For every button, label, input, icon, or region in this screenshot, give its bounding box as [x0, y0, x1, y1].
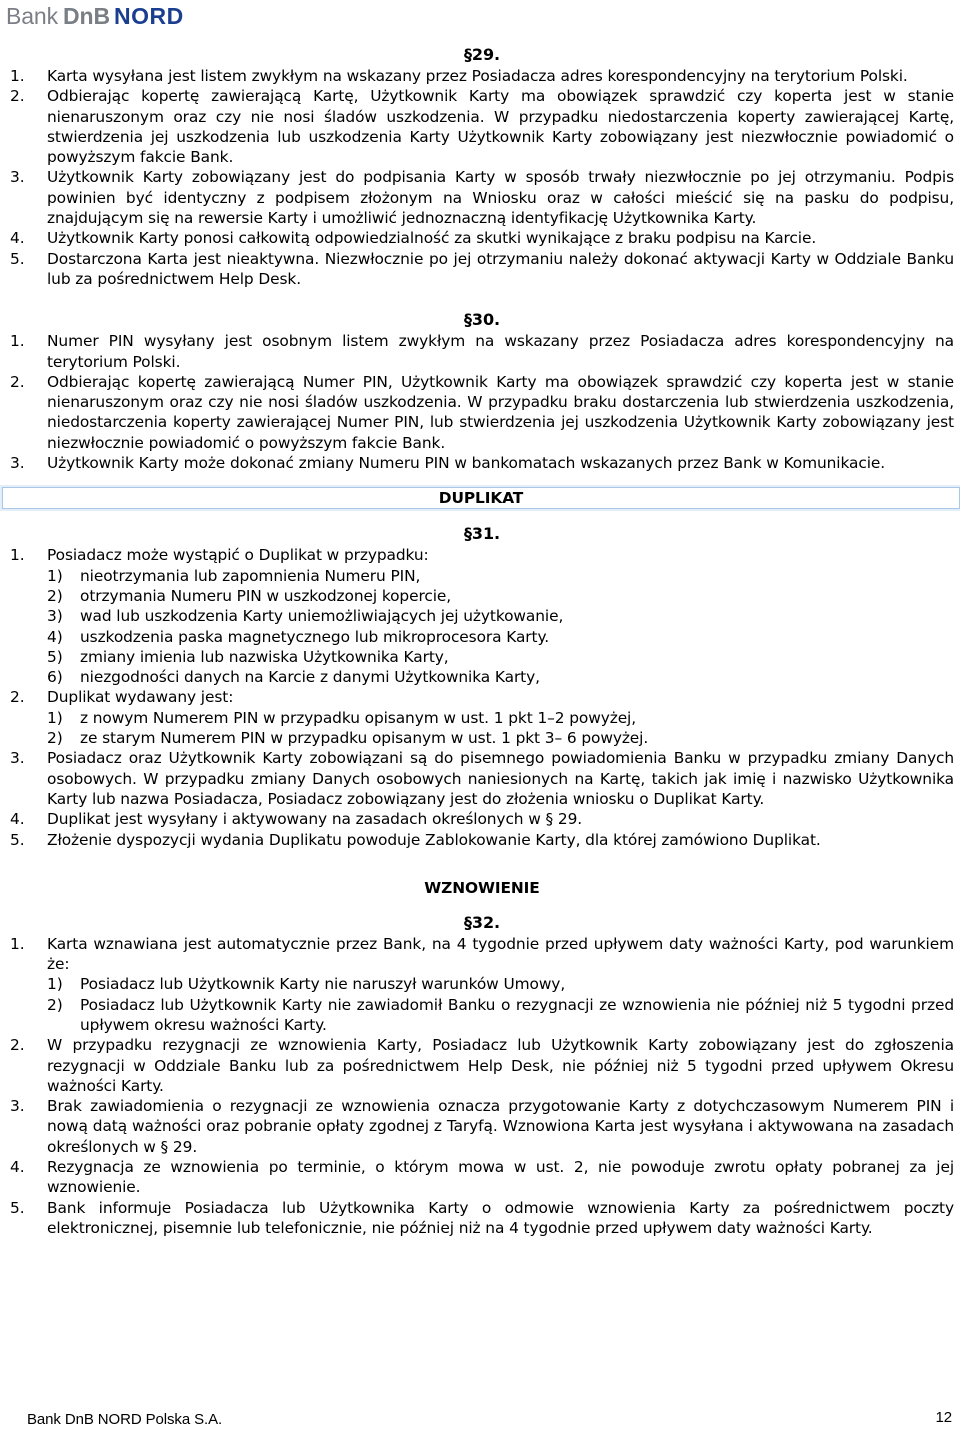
item-number: 4.	[10, 810, 25, 829]
sub-item-number: 1)	[47, 708, 63, 727]
sub-item	[47, 974, 954, 994]
sub-item-number: 2)	[47, 729, 63, 748]
item-text: Użytkownik Karty może dokonać zmiany Numeru PIN w bankomatach wskazanych przez Bank w Komunikacie.	[47, 454, 886, 473]
item-text: Dostarczona Karta jest nieaktywna. Niezwłocznie po jej otrzymaniu należy dokonać aktywacji Karty w Oddziale Banku lub za pośrednictwem Help Desk.	[47, 249, 954, 288]
item-text: Duplikat jest wysyłany i aktywowany na zasadach określonych w § 29.	[47, 810, 583, 829]
spacer	[10, 509, 954, 523]
item-number: 1.	[10, 934, 25, 953]
item-number: 4.	[10, 1158, 25, 1177]
sub-item-text: z nowym Numerem PIN w przypadku opisanym w ust. 1 pkt 1–2 powyżej,	[80, 708, 637, 727]
item-number: 2.	[10, 372, 25, 391]
sub-item-text: ze starym Numerem PIN w przypadku opisanym w ust. 1 pkt 3– 6 powyżej.	[80, 729, 649, 748]
sub-item-number: 6)	[47, 668, 63, 687]
sub-list	[10, 974, 954, 1035]
item-text: Brak zawiadomienia o rezygnacji ze wznowienia oznacza przygotowanie Karty z dotychczasowym Numerem PIN i nową datą ważności oraz pobranie opłaty zgodnej z Taryfą. Wznowiona Karta jest wysyłana i aktywowana na zasadach określonych w § 29.	[47, 1097, 954, 1156]
sub-item	[47, 606, 954, 626]
item-number: 4.	[10, 229, 25, 248]
bank-logo	[6, 3, 184, 29]
spacer	[10, 898, 954, 912]
list-item	[10, 249, 954, 290]
item-text: Odbierając kopertę zawierającą Kartę, Użytkownik Karty ma obowiązek sprawdzić czy koperta jest w stanie nienaruszonym oraz czy nie nosi śladów uszkodzenia. W przypadku niedostarczenia koperty zawierającej Kartę, stwierdzenia jej uszkodzenia lub uszkodzenia Karty Użytkownik Karty zobowiązany jest niezwłocznie powiadomić o powyższym fakcie Bank.	[47, 87, 954, 167]
item-number: 1.	[10, 546, 25, 565]
sub-item-text: zmiany imienia lub nazwiska Użytkownika Karty,	[80, 647, 449, 666]
sub-item	[47, 667, 954, 687]
section-31-title: §31.	[464, 524, 500, 544]
item-text: Karta wznawiana jest automatycznie przez Bank, na 4 tygodnie przed upływem daty ważności Karty, pod warunkiem że:	[47, 934, 954, 974]
sub-list	[10, 566, 954, 688]
list-item	[10, 748, 954, 809]
list-item	[10, 687, 954, 707]
list-item	[10, 1198, 954, 1239]
list-item	[10, 331, 954, 372]
item-text: Duplikat wydawany jest:	[47, 688, 234, 707]
sub-item-text: nieotrzymania lub zapomnienia Numeru PIN,	[80, 566, 421, 585]
sub-item-text: niezgodności danych na Karcie z danymi Użytkownika Karty,	[80, 668, 540, 687]
sub-item-text: uszkodzenia paska magnetycznego lub mikroprocesora Karty.	[80, 627, 550, 646]
footer-company: Bank DnB NORD Polska S.A.	[27, 1411, 223, 1428]
logo-nord: NORD	[114, 3, 184, 29]
section-29-title: §29.	[464, 45, 500, 64]
sub-item	[47, 566, 954, 586]
section-30-items	[10, 331, 954, 473]
sub-item	[47, 586, 954, 606]
sub-item-text: Posiadacz lub Użytkownik Karty nie naruszył warunków Umowy,	[80, 975, 566, 994]
item-text: Numer PIN wysyłany jest osobnym listem zwykłym na wskazany przez Posiadacza adres korespondencyjny na terytorium Polski.	[47, 332, 954, 371]
list-item	[10, 1157, 954, 1198]
sub-item-number: 2)	[47, 995, 63, 1014]
sub-list	[10, 708, 954, 749]
list-item	[10, 809, 954, 829]
sub-item-text: otrzymania Numeru PIN w uszkodzonej kopercie,	[80, 586, 452, 605]
item-number: 2.	[10, 1036, 25, 1055]
item-number: 5.	[10, 830, 25, 849]
sub-item	[47, 627, 954, 647]
item-number: 1.	[10, 67, 25, 85]
logo-bank: Bank	[6, 3, 59, 29]
list-item	[10, 66, 954, 86]
logo-dnb: DnB	[63, 3, 111, 29]
item-text: Bank informuje Posiadacza lub Użytkownika Karty o odmowie wznowienia Karty za pośrednictwem poczty elektronicznej, pisemnie lub telefonicznie, nie później niż na 4 tygodnie przed upływem daty ważności Karty.	[47, 1198, 954, 1237]
list-item	[10, 545, 954, 565]
list-item	[10, 372, 954, 453]
item-number: 3.	[10, 168, 25, 187]
section-31-items	[10, 545, 954, 849]
wznowienie-heading: WZNOWIENIE	[424, 878, 540, 897]
sub-item-number: 1)	[47, 566, 63, 585]
item-number: 5.	[10, 249, 25, 268]
item-number: 2.	[10, 87, 25, 106]
item-text: Użytkownik Karty ponosi całkowitą odpowiedzialność za skutki wynikające z braku podpisu na Karcie.	[47, 229, 817, 248]
item-text: Użytkownik Karty zobowiązany jest do podpisania Karty w sposób trwały niezwłocznie po jej otrzymaniu. Podpis powinien być identyczny z podpisem złożonym na Wniosku oraz w całości mieścić się na pasku do podpisu, znajdującym się na rewersie Karty i umożliwić jednoznaczną identyfikację Użytkownika Karty.	[47, 168, 954, 228]
item-text: W przypadku rezygnacji ze wznowienia Karty, Posiadacz lub Użytkownik Karty zobowiązany jest do zgłoszenia rezygnacji w Oddziale Banku lub za pośrednictwem Help Desk, nie później niż 5 tygodni przed upływem Okresu ważności Karty.	[47, 1036, 954, 1095]
sub-item-number: 5)	[47, 647, 63, 666]
list-item	[10, 167, 954, 228]
list-item	[10, 453, 954, 473]
item-number: 5.	[10, 1198, 25, 1217]
sub-item-text: wad lub uszkodzenia Karty uniemożliwiających jej użytkowanie,	[80, 607, 564, 626]
sub-item	[47, 995, 954, 1036]
list-item	[10, 1096, 954, 1157]
sub-item	[47, 728, 954, 748]
item-number: 3.	[10, 1097, 25, 1116]
section-32-title: §32.	[464, 912, 500, 932]
item-text: Posiadacz oraz Użytkownik Karty zobowiązani są do pisemnego powiadomienia Banku w przypadku zmiany Danych osobowych. W przypadku zmiany Danych osobowych naniesionych na Kartę, takich jak imię i nazwisko Użytkownika Karty lub nazwa Posiadacza, Posiadacz zobowiązany jest do złożenia wniosku o Duplikat Karty.	[47, 749, 954, 808]
item-text: Odbierając kopertę zawierającą Numer PIN, Użytkownik Karty ma obowiązek sprawdzić czy koperta jest w stanie nienaruszonym oraz czy nie nosi śladów uszkodzenia. W przypadku braku dostarczenia lub stwierdzenia uszkodzenia, niedostarczenia koperty zawierającej Numer PIN, lub stwierdzenia jej uszkodzenia Użytkownik Karty zobowiązany jest niezwłocznie powiadomić o powyższym fakcie Bank.	[47, 372, 954, 452]
spacer	[10, 289, 954, 309]
list-item	[10, 228, 954, 248]
duplikat-heading: DUPLIKAT	[2, 487, 960, 509]
page-number: 12	[935, 1409, 952, 1426]
document-body	[10, 44, 954, 1238]
sub-item-number: 2)	[47, 586, 63, 605]
item-text: Rezygnacja ze wznowienia po terminie, o którym mowa w ust. 2, nie powoduje zwrotu opłaty pobranej za jej wznowienie.	[47, 1158, 954, 1197]
section-32-items	[10, 934, 954, 1238]
item-number: 1.	[10, 332, 25, 351]
sub-item-text: Posiadacz lub Użytkownik Karty nie zawiadomił Banku o rezygnacji ze wznowienia nie później niż 5 tygodni przed upływem okresu ważności Karty.	[80, 995, 954, 1034]
item-text: Karta wysyłana jest listem zwykłym na wskazany przez Posiadacza adres korespondencyjny na terytorium Polski.	[47, 67, 908, 85]
list-item	[10, 934, 954, 975]
section-29-items	[10, 66, 954, 289]
item-text: Złożenie dyspozycji wydania Duplikatu powoduje Zablokowanie Karty, dla której zamówiono Duplikat.	[47, 830, 821, 849]
sub-item-number: 3)	[47, 607, 63, 626]
item-text: Posiadacz może wystąpić o Duplikat w przypadku:	[47, 546, 429, 565]
list-item	[10, 86, 954, 167]
item-number: 3.	[10, 749, 25, 768]
section-30-title: §30.	[464, 310, 500, 330]
item-number: 3.	[10, 454, 25, 473]
sub-item-number: 1)	[47, 975, 63, 994]
list-item	[10, 830, 954, 850]
sub-item	[47, 708, 954, 728]
item-number: 2.	[10, 688, 25, 707]
sub-item	[47, 647, 954, 667]
list-item	[10, 1035, 954, 1096]
sub-item-number: 4)	[47, 627, 63, 646]
